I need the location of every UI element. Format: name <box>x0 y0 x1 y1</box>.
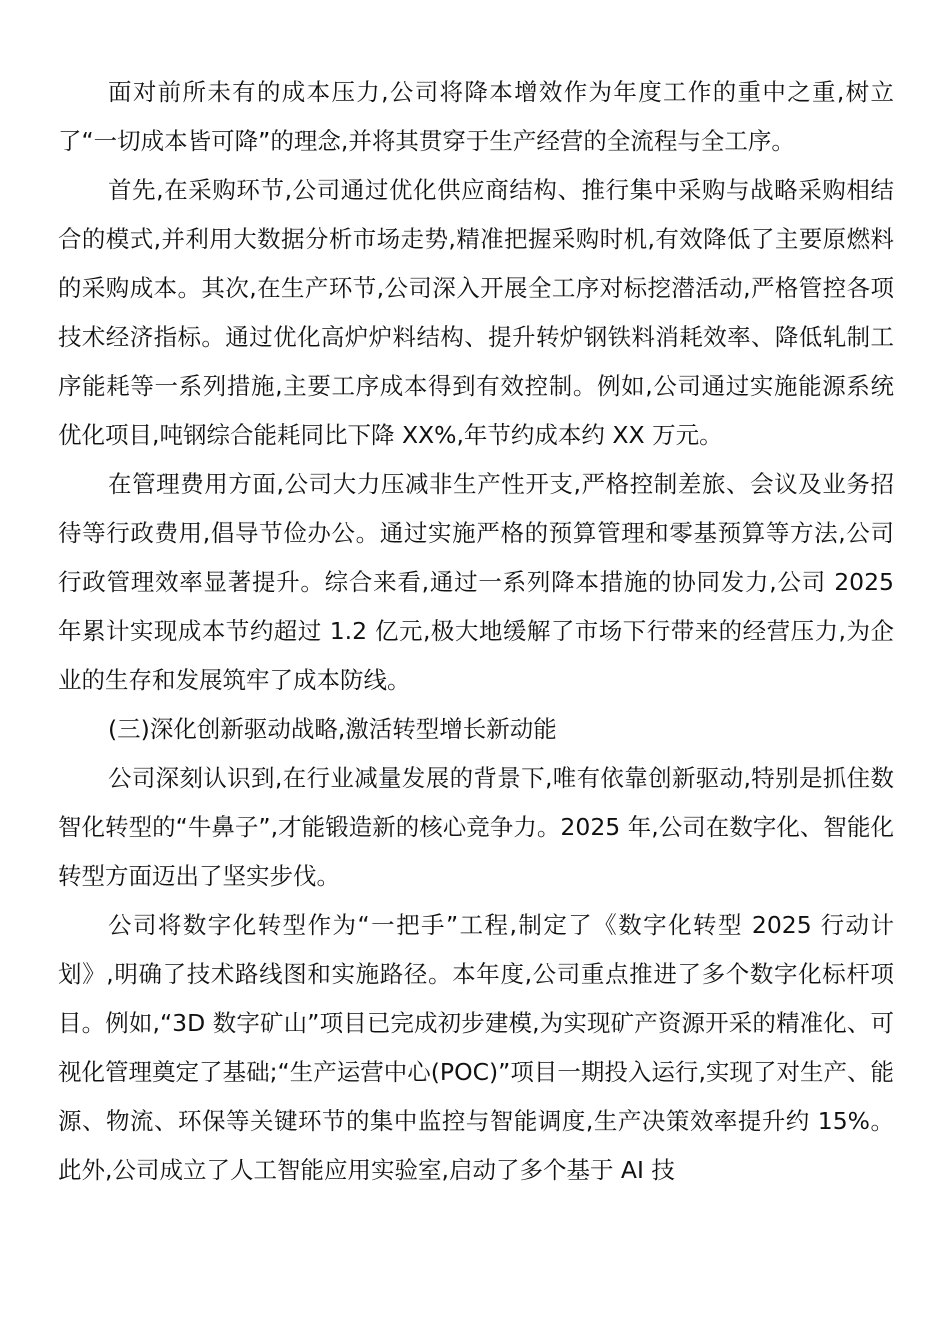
document-page <box>58 68 894 1195</box>
paragraph-cost-pressure: 面对前所未有的成本压力,公司将降本增效作为年度工作的重中之重,树立了“一切成本皆可降”的理念,并将其贯穿于生产经营的全流程与全工序。 <box>58 78 894 155</box>
paragraph-innovation-intro: 公司深刻认识到,在行业减量发展的背景下,唯有依靠创新驱动,特别是抓住数智化转型的“牛鼻子”,才能锻造新的核心竞争力。2025 年,公司在数字化、智能化转型方面迈出了坚实步伐。 <box>58 764 894 890</box>
paragraph-digital-transformation: 公司将数字化转型作为“一把手”工程,制定了《数字化转型 2025 行动计划》,明确了技术路线图和实施路径。本年度,公司重点推进了多个数字化标杆项目。例如,“3D 数字矿山”项目已完成初步建模,为实现矿产资源开采的精准化、可视化管理奠定了基础;“生产运营中心(POC)”项目一期投入运行,实现了对生产、能源、物流、环保等关键环节的集中监控与智能调度,生产决策效率提升约 15%。此外,公司成立了人工智能应用实验室,启动了多个基于 AI 技 <box>58 911 894 1184</box>
paragraph-procurement-production: 首先,在采购环节,公司通过优化供应商结构、推行集中采购与战略采购相结合的模式,并利用大数据分析市场走势,精准把握采购时机,有效降低了主要原燃料的采购成本。其次,在生产环节,公司深入开展全工序对标挖潜活动,严格管控各项技术经济指标。通过优化高炉炉料结构、提升转炉钢铁料消耗效率、降低轧制工序能耗等一系列措施,主要工序成本得到有效控制。例如,公司通过实施能源系统优化项目,吨钢综合能耗同比下降 XX%,年节约成本约 XX 万元。 <box>58 176 894 449</box>
paragraph-management-expenses: 在管理费用方面,公司大力压减非生产性开支,严格控制差旅、会议及业务招待等行政费用,倡导节俭办公。通过实施严格的预算管理和零基预算等方法,公司行政管理效率显著提升。综合来看,通过一系列降本措施的协同发力,公司 2025 年累计实现成本节约超过 1.2 亿元,极大地缓解了市场下行带来的经营压力,为企业的生存和发展筑牢了成本防线。 <box>58 470 894 694</box>
section-heading-innovation: (三)深化创新驱动战略,激活转型增长新动能 <box>108 715 557 743</box>
